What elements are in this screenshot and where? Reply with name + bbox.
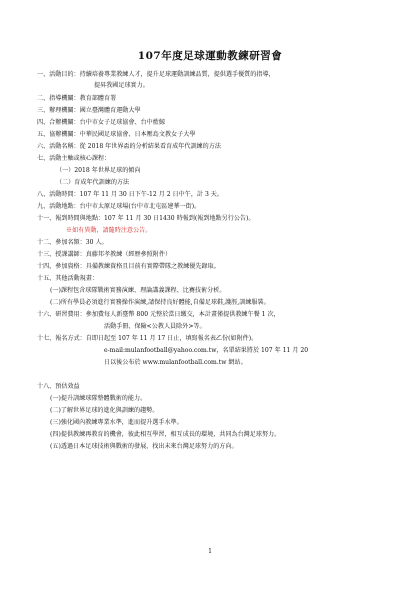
- benefit-4: (四)提供教練再教育的機會，彼此相互學習，相互成長的環境，共同為台灣足球努力。: [50, 431, 281, 438]
- item-core-course: 七、活動主軸或核心課程：: [37, 155, 111, 162]
- page-number: 1: [208, 548, 212, 555]
- item-fee-cont: 活動手冊、保險<公教人員除外>等。: [104, 323, 206, 330]
- item-eligibility: 十四、參加資格：具備教練資格且目前有實際帶隊之教練優先錄取。: [37, 263, 220, 270]
- registration-email[interactable]: e-mail:mulanfootball@yahoo.com.tw，名單結果將於 107 年 11 月 20: [104, 347, 309, 354]
- item-fee: 十六、研習費用：參加費每人新臺幣 800 元整於當日繳交，本計畫僅提供教練午餐 1 次，: [37, 311, 280, 318]
- item-purpose: 一、活動目的：持續培養專業教練人才，提升足球運動訓練品質，提供選手優質的指導，: [37, 71, 275, 78]
- item-guidance: 二、指導機關：教育部體育署: [37, 95, 117, 102]
- document-title: 107年度足球運動教練研習會: [137, 50, 283, 62]
- change-notice: ※如有異動，請隨時注意公告。: [66, 227, 152, 234]
- core-course-2: （二）育成年代訓練的方法: [56, 179, 130, 186]
- item-other-plans: 十五、其他活動規畫：: [37, 275, 98, 282]
- other-plan-2: (二)所有學員必須進行實務操作演練,請保持良好體能,自備足球鞋,護脛,訓練服裝。: [50, 299, 270, 306]
- core-course-1: （一）2018 年世界足球的傾向: [56, 167, 141, 174]
- item-check-in: 十一、報到時間與地點：107 年 11 月 30 日1430 時報到(報到地點另行公告)。: [37, 215, 255, 222]
- other-plan-1: (一)課程包含球隊戰術實務演練、理論講義課程、比賽技術分析。: [50, 287, 226, 294]
- benefit-1: (一)提升訓練球隊整體戰術的能力。: [50, 395, 147, 402]
- benefit-5: (五)透過日本足球技術與戰術的發展，找出未來台灣足球努力的方向。: [50, 443, 238, 450]
- item-co-organizer: 四、合辦機關：台中市女子足球協會、台中藍鯨: [37, 119, 165, 126]
- benefit-3: (三)強化國內教練專業水準，進而提升選手水準。: [50, 419, 183, 426]
- item-purpose-cont: 提昇我國足球實力。: [94, 82, 149, 89]
- item-assistant-organizer: 五、協辦機關：中華民國足球協會、日本壓島文教女子大學: [37, 131, 196, 138]
- item-organizer: 三、辦理機關：國立臺灣體育運動大學: [37, 107, 141, 114]
- registration-website[interactable]: 日以後公布於 www.mulanfootball.com.tw 網站。: [104, 359, 247, 366]
- item-lecturer: 十三、授課講師：真藤邦孝教練（經歷參照附件）: [37, 251, 172, 258]
- item-quota: 十二、參加名額：30 人。: [37, 239, 108, 246]
- item-location: 九、活動地點：台中市太原足球場(台中市北屯區建華一街)。: [37, 203, 201, 210]
- item-benefits: 十八、預估效益: [37, 383, 80, 390]
- item-activity-name: 六、活動名稱：從 2018 年世界盃的分析結果看育成年代訓練的方法: [37, 143, 221, 150]
- item-registration: 十七、報名方式：自即日起至 107 年 11 月 17 日止，填寫報名表乙份(如附件)。: [37, 335, 258, 342]
- benefit-2: (二)了解世界足球的進化與訓練的趨勢。: [50, 407, 159, 414]
- item-time: 八、活動時間：107 年 11 月 30 日下午-12 月 2 日中午，計 3 天。: [37, 191, 223, 198]
